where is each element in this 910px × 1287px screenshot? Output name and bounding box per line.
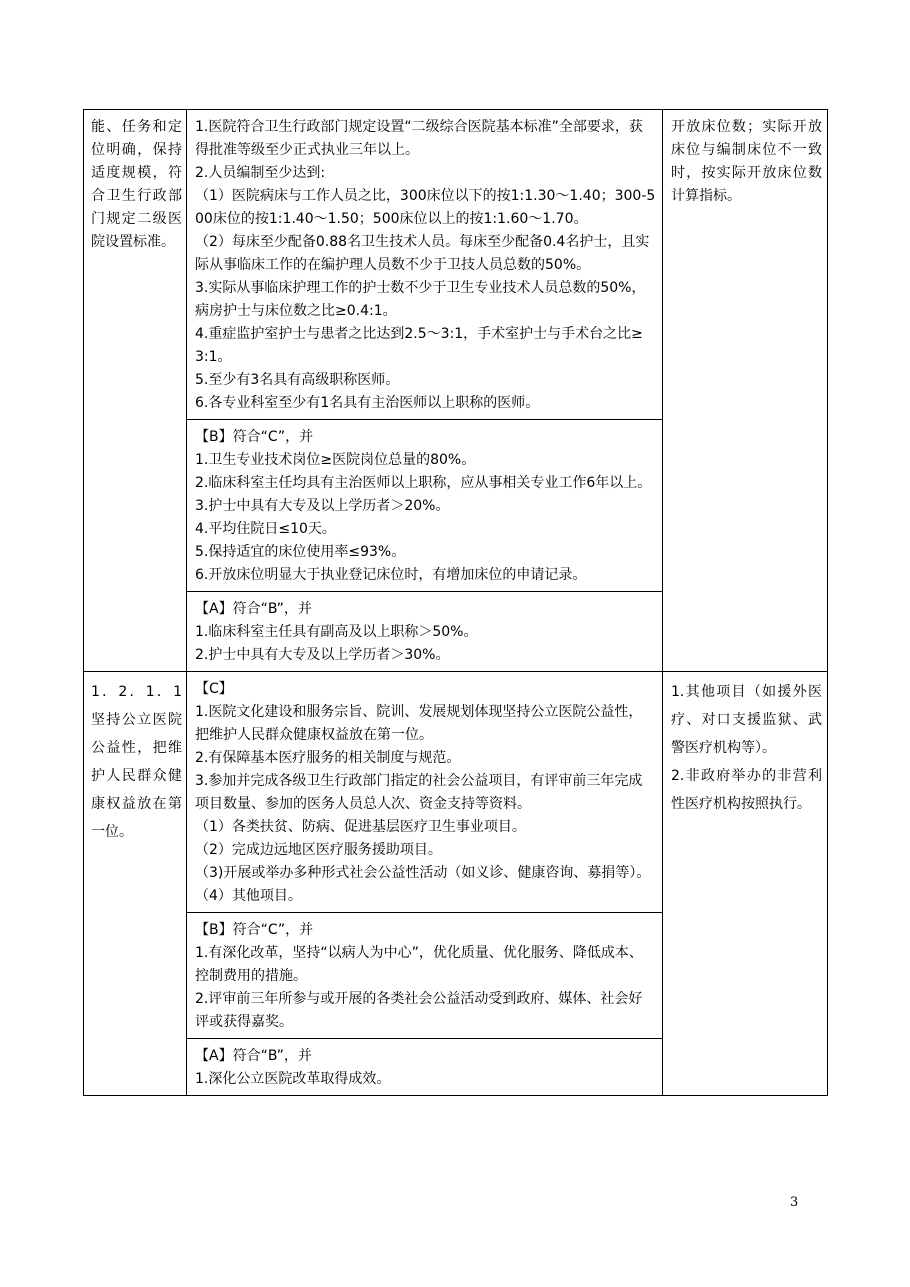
list-item: 5.至少有3名具有高级职称医师。 [195, 372, 400, 388]
list-item: 1.深化公立医院改革取得成效。 [195, 1071, 391, 1087]
list-item: （3)开展或举办多种形式社会公益性活动（如义诊、健康咨询、募捐等）。 [195, 865, 651, 881]
list-item: （2）完成边远地区医疗服务援助项目。 [195, 842, 442, 858]
grade-heading: 【C】 [195, 681, 233, 697]
list-item: （1）医院病床与工作人员之比，300床位以下的按1:1.30～1.40；300-500床位的按1:1.40～1.50；500床位以上的按1:1.60～1.70。 [195, 188, 656, 227]
list-item: 1.医院符合卫生行政部门规定设置“二级综合医院基本标准”全部要求，获得批准等级至少正式执业三年以上。 [195, 119, 643, 158]
criterion-cell [84, 672, 187, 1096]
list-item: 1.卫生专业技术岗位≥医院岗位总量的80%。 [195, 452, 476, 468]
table-row [84, 110, 828, 420]
list-item: 2.护士中具有大专及以上学历者＞30%。 [195, 647, 450, 663]
list-item: 2.人员编制至少达到: [195, 165, 326, 181]
grade-heading: 【B】符合“C”，并 [195, 429, 314, 445]
list-item: 3.实际从事临床护理工作的护士数不少于卫生专业技术人员总数的50%，病房护士与床位数之比≥0.4:1。 [195, 280, 646, 319]
table-row [84, 672, 828, 913]
criterion-cell [84, 110, 187, 672]
list-item: 6.各专业科室至少有1名具有主治医师以上职称的医师。 [195, 395, 540, 411]
standards-table [83, 109, 828, 1096]
list-item: 6.开放床位明显大于执业登记床位时，有增加床位的申请记录。 [195, 567, 587, 583]
list-item: 2.有保障基本医疗服务的相关制度与规范。 [195, 750, 461, 766]
requirement-block-a [187, 592, 663, 672]
grade-heading: 【A】符合“B”，并 [195, 601, 312, 617]
requirement-block-b [187, 420, 663, 592]
notes-text: 开放床位数；实际开放床位与编制床位不一致时，按实际开放床位数计算指标。 [671, 119, 822, 204]
list-item: 4.平均住院日≤10天。 [195, 521, 336, 537]
requirement-block-c [187, 110, 663, 420]
list-item: 2.评审前三年所参与或开展的各类社会公益活动受到政府、媒体、社会好评或获得嘉奖。 [195, 991, 643, 1030]
page-number: 3 [790, 1195, 799, 1210]
list-item: 3.护士中具有大专及以上学历者＞20%。 [195, 498, 450, 514]
criterion-text: 1．2．1．1坚持公立医院公益性，把维护人民群众健康权益放在第一位。 [91, 684, 182, 840]
list-item: 5.保持适宜的床位使用率≤93%。 [195, 544, 406, 560]
list-item: 4.重症监护室护士与患者之比达到2.5～3:1，手术室护士与手术台之比≥3:1。 [195, 326, 643, 365]
list-item: 1.临床科室主任具有副高及以上职称＞50%。 [195, 624, 478, 640]
notes-text: 1.其他项目（如援外医疗、对口支援监狱、武警医疗机构等）。 2.非政府举办的非营利性医疗机构按照执行。 [671, 684, 822, 812]
list-item: 1.有深化改革，坚持“以病人为中心”，优化质量、优化服务、降低成本、控制费用的措施。 [195, 945, 643, 984]
criterion-text: 能、任务和定位明确，保持适度规模，符合卫生行政部门规定二级医院设置标准。 [91, 119, 182, 250]
notes-cell [663, 672, 828, 1096]
list-item: 1.医院文化建设和服务宗旨、院训、发展规划体现坚持公立医院公益性，把维护人民群众健康权益放在第一位。 [195, 704, 643, 743]
requirement-block-a [187, 1039, 663, 1096]
requirement-block-b [187, 913, 663, 1039]
list-item: 2.临床科室主任均具有主治医师以上职称，应从事相关专业工作6年以上。 [195, 475, 652, 491]
grade-heading: 【B】符合“C”，并 [195, 922, 314, 938]
grade-heading: 【A】符合“B”，并 [195, 1048, 312, 1064]
notes-cell [663, 110, 828, 672]
list-item: （1）各类扶贫、防病、促进基层医疗卫生事业项目。 [195, 819, 526, 835]
list-item: （2）每床至少配备0.88名卫生技术人员。每床至少配备0.4名护士，且实际从事临床工作的在编护理人员数不少于卫技人员总数的50%。 [195, 234, 650, 273]
requirement-block-c [187, 672, 663, 913]
list-item: （4）其他项目。 [195, 888, 302, 904]
list-item: 3.参加并完成各级卫生行政部门指定的社会公益项目，有评审前三年完成项目数量、参加的医务人员总人次、资金支持等资料。 [195, 773, 643, 812]
